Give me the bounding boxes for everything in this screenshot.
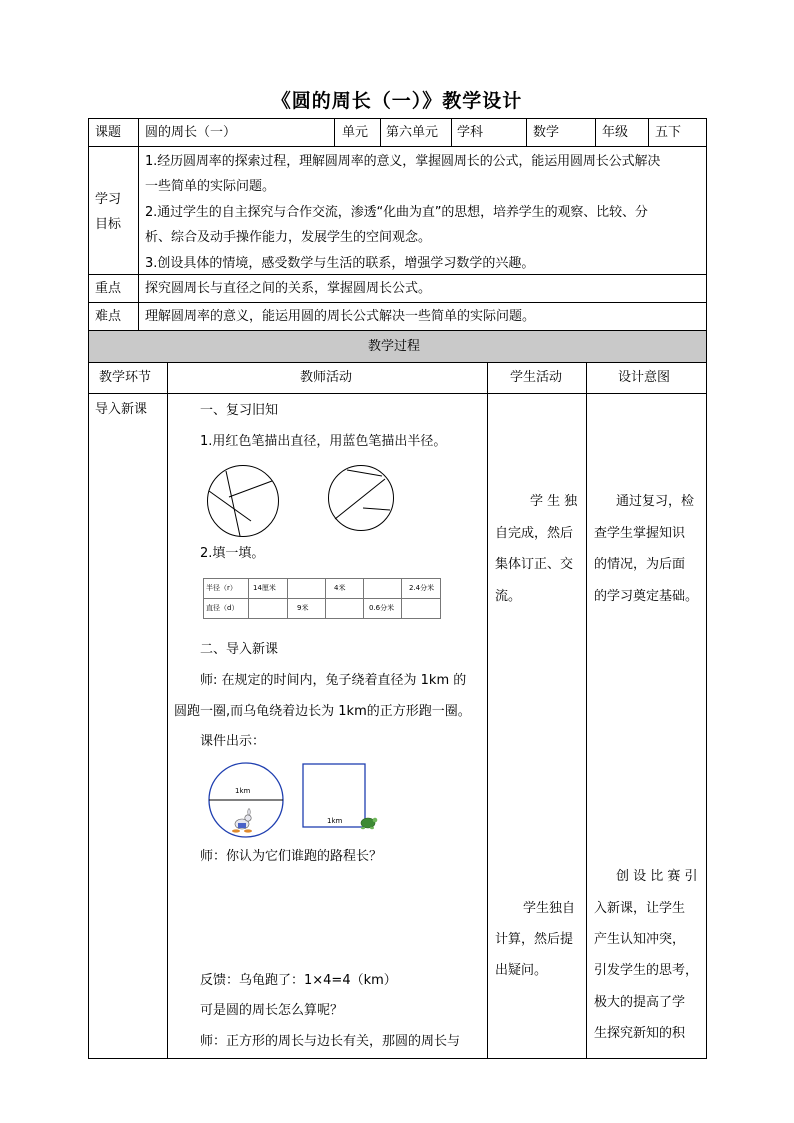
topic-label: 课题 [95,125,122,140]
col-teacher: 教师活动 [300,370,353,385]
table-line [380,118,381,146]
followup: 可是圆的周长怎么算呢？ [200,1003,344,1018]
intent-line: 的学习奠定基础。 [594,589,699,604]
table-line [648,118,649,146]
fill-cell: 9米 [297,604,309,612]
table-line [138,118,139,330]
table-line [88,146,707,147]
student-activity-line: 流。 [495,589,522,604]
fill-table [203,578,441,618]
grade-value: 五下 [655,125,682,140]
race-circle-figure [208,762,286,840]
goal-line: 1.经历圆周率的探索过程，理解圆周率的意义，掌握圆周长的公式，能运用圆周长公式解决 [145,154,661,169]
key-point-label: 重点 [95,281,122,296]
circle-figure-1 [206,464,280,538]
fill-cell: 0.6分米 [369,604,395,612]
task1: 1.用红色笔描出直径，用蓝色笔描出半径。 [200,434,447,449]
radius-label: 半径（r） [206,584,237,592]
goal-line: 一些简单的实际问题。 [145,179,276,194]
fill-cell: 14厘米 [253,584,276,592]
intent-line: 极大的提高了学 [594,995,686,1010]
rabbit-icon [232,809,252,833]
subject-label: 学科 [457,125,484,140]
difficulty-label: 难点 [95,309,122,324]
table-line [451,118,452,146]
table-line [88,274,707,275]
goal-line: 析、综合及动手操作能力，发展学生的空间观念。 [145,230,432,245]
table-line [334,118,335,146]
unit-value: 第六单元 [386,125,439,140]
intent-line: 查学生掌握知识 [594,526,686,541]
fill-cell: 4米 [334,584,346,592]
table-line [88,362,707,363]
goals-label: 学习 [95,192,122,207]
story-line: 师: 在规定的时间内，兔子绕着直径为 1km 的 [200,673,467,688]
feedback: 反馈：乌龟跑了：1×4=4（km） [200,973,397,988]
table-line [88,1058,707,1059]
col-intent: 设计意图 [618,370,671,385]
stage-name: 导入新课 [95,402,148,417]
student-activity-line: 自完成，然后 [495,526,574,541]
intent-line: 通过复习，检 [616,494,695,509]
col-student: 学生活动 [510,370,563,385]
table-line [88,393,707,394]
table-line [586,362,587,1059]
student-activity-line: 集体订正、交 [495,557,574,572]
subject-value: 数学 [533,125,560,140]
intent-line: 产生认知冲突， [594,932,686,947]
student-activity-line: 计算，然后提 [495,932,574,947]
topic-value: 圆的周长（一） [145,125,237,140]
table-line [706,118,707,1059]
student-activity-line: 学 生 独 [530,494,578,509]
page-title: 《圆的周长（一）》教学设计 [271,90,523,112]
fill-cell: 2.4分米 [409,584,435,592]
intro-heading: 二、导入新课 [200,642,279,657]
task2: 2.填一填。 [200,546,265,561]
turtle-icon [361,818,377,830]
story-line: 圆跑一圈,而乌龟绕着边长为 1km的正方形跑一圈。 [174,704,471,719]
intent-line: 入新课，让学生 [594,901,686,916]
goals-label: 目标 [95,217,122,232]
intent-line: 的情况，为后面 [594,557,686,572]
circle-figure-2 [327,464,395,532]
col-stage: 教学环节 [99,370,152,385]
goal-line: 3.创设具体的情境，感受数学与生活的联系，增强学习数学的兴趣。 [145,256,535,271]
table-line [167,362,168,1059]
courseware-label: 课件出示： [200,734,266,749]
square-km-label: 1km [327,817,343,825]
review-heading: 一、复习旧知 [200,403,279,418]
process-header: 教学过程 [368,339,421,354]
table-line [487,362,488,1059]
grade-label: 年级 [602,125,629,140]
intent-line: 引发学生的思考， [594,963,699,978]
key-point-text: 探究圆周长与直径之间的关系，掌握圆周长公式。 [145,281,432,296]
hint: 师：正方形的周长与边长有关，那圆的周长与 [200,1034,461,1049]
table-line [595,118,596,146]
table-line [88,118,89,1059]
intent-line: 创 设 比 赛 引 [616,869,698,884]
table-line [88,302,707,303]
table-line [88,330,707,331]
intent-line: 生探究新知的积 [594,1026,686,1041]
unit-label: 单元 [342,125,369,140]
student-activity-line: 学生独自 [523,901,576,916]
goal-line: 2.通过学生的自主探究与合作交流，渗透“化曲为直”的思想，培养学生的观察、比较、分 [145,205,648,220]
table-line [526,118,527,146]
question: 师：你认为它们谁跑的路程长？ [200,849,383,864]
diameter-label: 直径（d） [206,604,239,612]
circle-km-label: 1km [235,787,251,795]
table-line [88,118,707,119]
student-activity-line: 出疑问。 [495,963,548,978]
difficulty-text: 理解圆周率的意义，能运用圆的周长公式解决一些简单的实际问题。 [145,309,536,324]
